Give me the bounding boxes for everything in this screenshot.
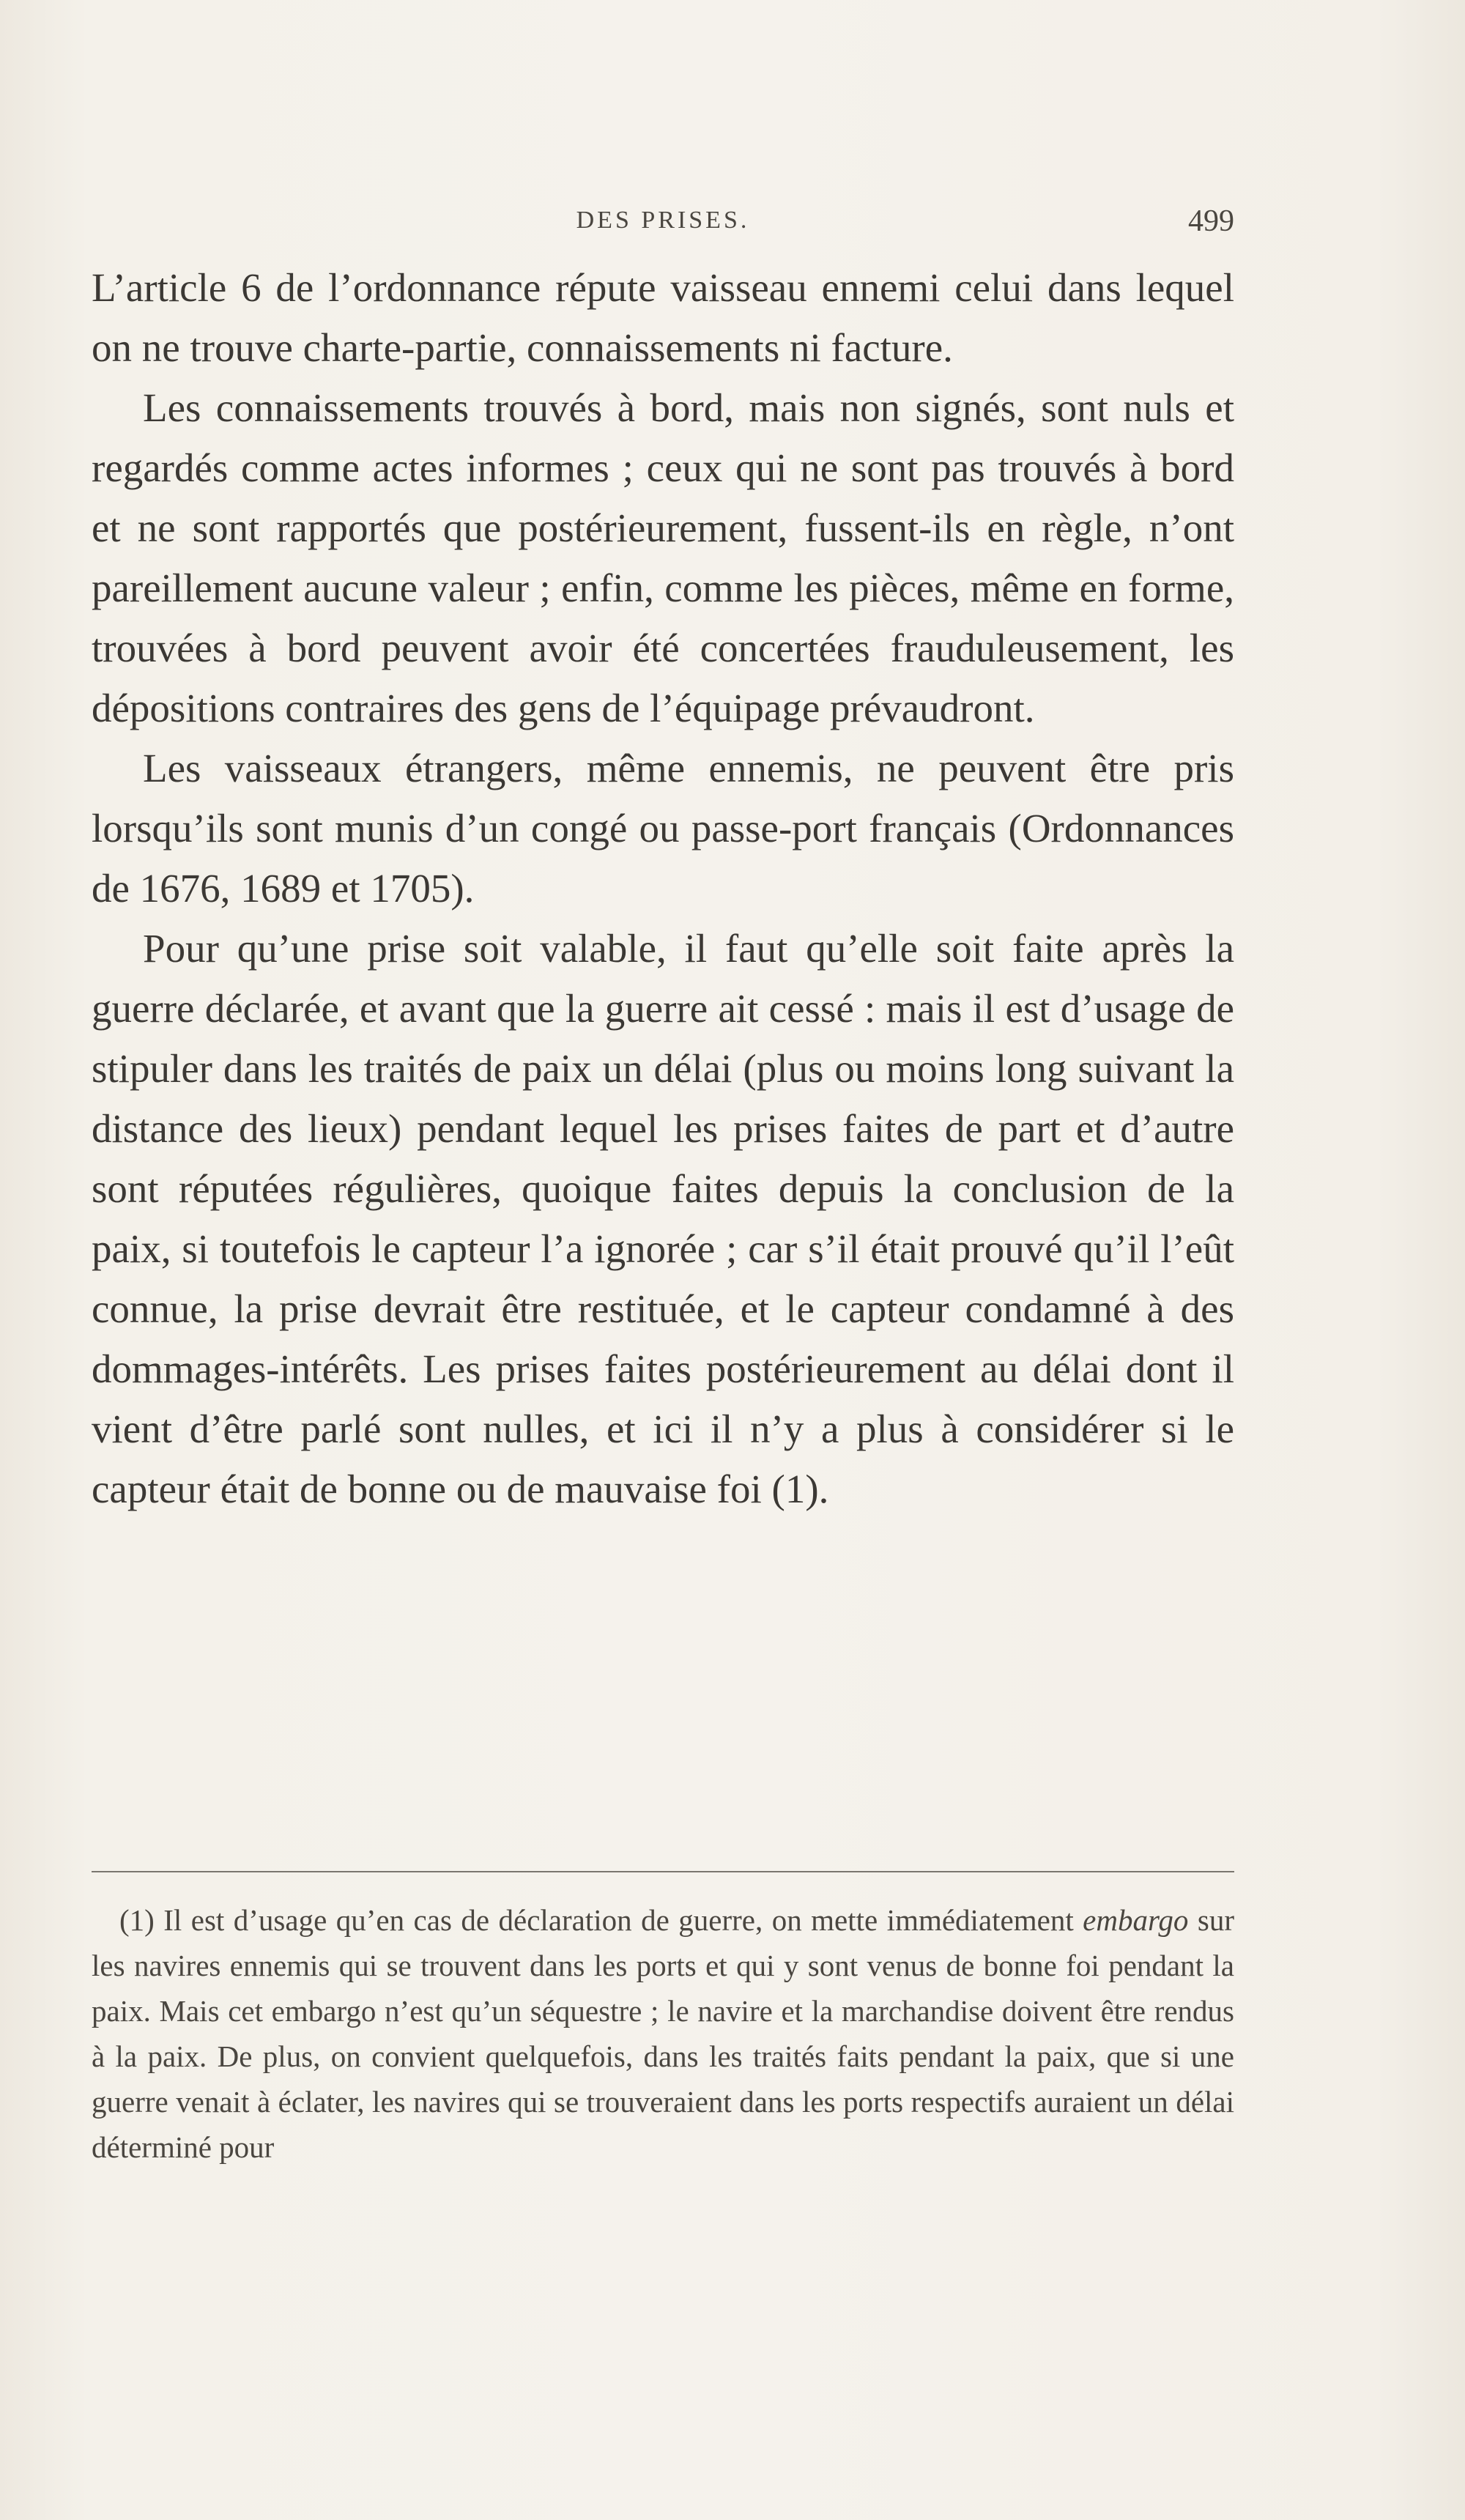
running-head bbox=[92, 204, 1234, 243]
paragraph-connaissements: Les connaissements trouvés à bord, mais non signés, sont nuls et regardés comme actes informes ; ceux qui ne sont pas trouvés à bord et ne sont rapportés que postérieurement, fussent-ils en règle, n’ont pareillement aucune valeur ; enfin, comme les pièces, même en forme, trouvées à bord peuvent avoir été concertées frauduleusement, les dépositions contraires des gens de l’équipage prévaudront. bbox=[92, 385, 1234, 730]
paragraph-vaisseaux-etrangers: Les vaisseaux étrangers, même ennemis, ne peuvent être pris lorsqu’ils sont munis d’un congé ou passe-port français (Ordonnances de 1676, 1689 et 1705). bbox=[92, 746, 1234, 911]
footnote-text-start: (1) Il est d’usage qu’en cas de déclaration de guerre, on mette immédiatement bbox=[119, 1903, 1083, 1937]
footnote bbox=[92, 1897, 1234, 2170]
running-title: DES PRISES. bbox=[576, 207, 750, 234]
paragraph-prise-valable: Pour qu’une prise soit valable, il faut qu’elle soit faite après la guerre déclarée, et avant que la guerre ait cessé : mais il est d’usage de stipuler dans les traités de paix un délai (plus ou moins long suivant la distance des lieux) pendant lequel les prises faites de part et d’autre sont réputées régulières, quoique faites depuis la conclusion de la paix, si toutefois le capteur l’a ignorée ; car s’il était prouvé qu’il l’eût connue, la prise devrait être restituée, et le capteur condamné à des dommages-intérêts. Les prises faites postérieurement au délai dont il vient d’être parlé sont nulles, et ici il n’y a plus à considérer si le capteur était de bonne ou de mauvaise foi (1). bbox=[92, 926, 1234, 1511]
main-text bbox=[92, 258, 1234, 1519]
page-number: 499 bbox=[1188, 204, 1234, 238]
paragraph-article-6: L’article 6 de l’ordonnance répute vaisseau ennemi celui dans lequel on ne trouve charte-partie, connaissements ni facture. bbox=[92, 265, 1234, 370]
footnote-italic-term: embargo bbox=[1083, 1903, 1189, 1937]
footnote-separator bbox=[92, 1871, 1234, 1872]
footnote-text-end: sur les navires ennemis qui se trouvent dans les ports et qui y sont venus de bonne foi pendant la paix. Mais cet embargo n’est qu’un séquestre ; le navire et la marchandise doivent être rendus à la paix. De plus, on convient quelquefois, dans les traités faits pendant la paix, que si une guerre venait à éclater, les navires qui se trouveraient dans les ports respectifs auraient un délai déterminé pour bbox=[92, 1903, 1234, 2164]
